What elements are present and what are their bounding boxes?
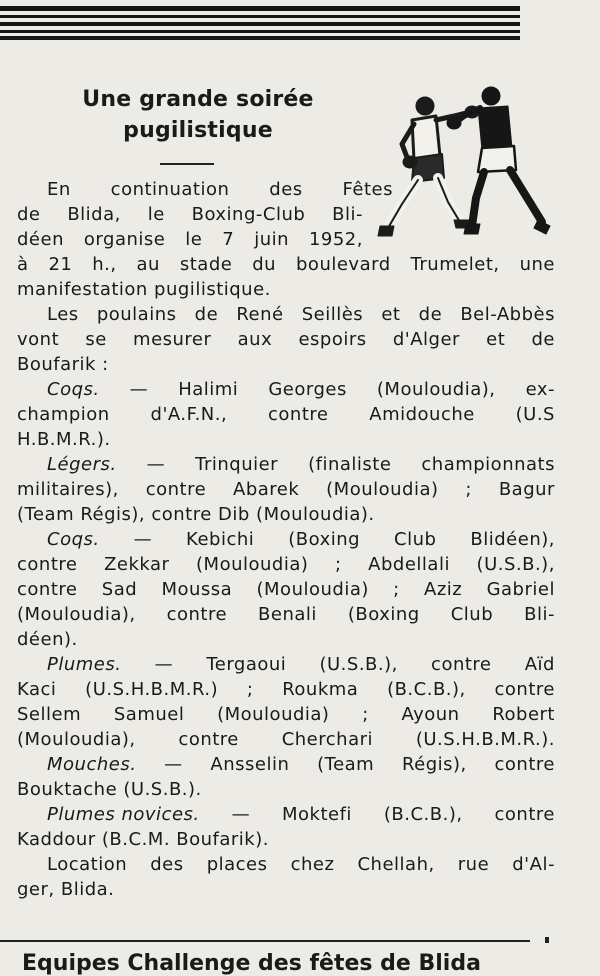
bout-entry — [17, 452, 555, 527]
intro-paragraph — [17, 177, 555, 302]
lead-paragraph — [17, 302, 555, 377]
masthead-rule — [0, 30, 520, 33]
text-line: déen organise le 7 juin 1952, — [17, 229, 363, 250]
article-body — [17, 177, 555, 902]
text-line: vont se mesurer aux espoirs d'Alger et de — [17, 329, 555, 350]
weight-category: Coqs. — [47, 529, 100, 550]
text-line: champion d'A.F.N., contre Amidouche (U.S — [17, 404, 555, 425]
text-line: Les poulains de René Seillès et de Bel-Abbès — [47, 304, 555, 325]
text-line: à 21 h., au stade du boulevard Trumelet, une — [17, 254, 555, 275]
weight-category: Plumes. — [47, 654, 122, 675]
bout-entry — [17, 527, 555, 652]
bout-entry — [17, 752, 555, 802]
headline-line-1: Une grande soirée — [82, 87, 314, 112]
location-paragraph — [17, 852, 555, 902]
headline-divider — [160, 163, 214, 165]
text-line: contre Sad Moussa (Mouloudia) ; Aziz Gabriel — [17, 579, 555, 600]
text-line: Bouktache (U.S.B.). — [17, 779, 202, 800]
headline-line-2: pugilistique — [123, 118, 273, 143]
text-line: Boufarik : — [17, 354, 109, 375]
weight-category: Mouches. — [47, 754, 137, 775]
weight-category: Coqs. — [47, 379, 100, 400]
text-line: (Mouloudia), contre Benali (Boxing Club Bli- — [17, 604, 555, 625]
text-line: Kaddour (B.C.M. Boufarik). — [17, 829, 269, 850]
text-line: Mouches. — Ansselin (Team Régis), contre — [47, 754, 555, 775]
masthead-rule — [0, 6, 520, 11]
article-end-rule — [0, 940, 530, 942]
masthead-rule — [0, 22, 520, 26]
weight-category: Plumes novices. — [47, 804, 200, 825]
bout-entry — [17, 802, 555, 852]
weight-category: Légers. — [47, 454, 117, 475]
text-line: Kaci (U.S.H.B.M.R.) ; Roukma (B.C.B.), contre — [17, 679, 555, 700]
text-line: de Blida, le Boxing-Club Bli- — [17, 204, 363, 225]
bout-entry — [17, 377, 555, 452]
text-line: manifestation pugilistique. — [17, 279, 271, 300]
text-line: militaires), contre Abarek (Mouloudia) ; Bagur — [17, 479, 555, 500]
text-line: déen). — [17, 629, 78, 650]
text-line: Légers. — Trinquier (finaliste championnats — [47, 454, 555, 475]
rule-mark — [545, 937, 549, 943]
masthead-rule — [0, 15, 520, 18]
text-line: En continuation des Fêtes — [47, 179, 393, 200]
text-line: (Mouloudia), contre Cherchari (U.S.H.B.M.R.). — [17, 729, 555, 750]
text-line: Plumes novices. — Moktefi (B.C.B.), contre — [47, 804, 555, 825]
text-line: (Team Régis), contre Dib (Mouloudia). — [17, 504, 375, 525]
bout-entry — [17, 652, 555, 752]
text-line: Coqs. — Kebichi (Boxing Club Blidéen), — [47, 529, 555, 550]
text-line: contre Zekkar (Mouloudia) ; Abdellali (U.S.B.), — [17, 554, 555, 575]
text-line: Plumes. — Tergaoui (U.S.B.), contre Aïd — [47, 654, 555, 675]
text-line: Sellem Samuel (Mouloudia) ; Ayoun Robert — [17, 704, 555, 725]
masthead-rule — [0, 36, 520, 40]
text-line: H.B.M.R.). — [17, 429, 111, 450]
text-line: Location des places chez Chellah, rue d'Al- — [47, 854, 555, 875]
article-headline — [40, 84, 356, 146]
next-article-headline: Equipes Challenge des fêtes de Blida — [22, 951, 481, 976]
text-line: Coqs. — Halimi Georges (Mouloudia), ex- — [47, 379, 555, 400]
text-line: ger, Blida. — [17, 879, 115, 900]
